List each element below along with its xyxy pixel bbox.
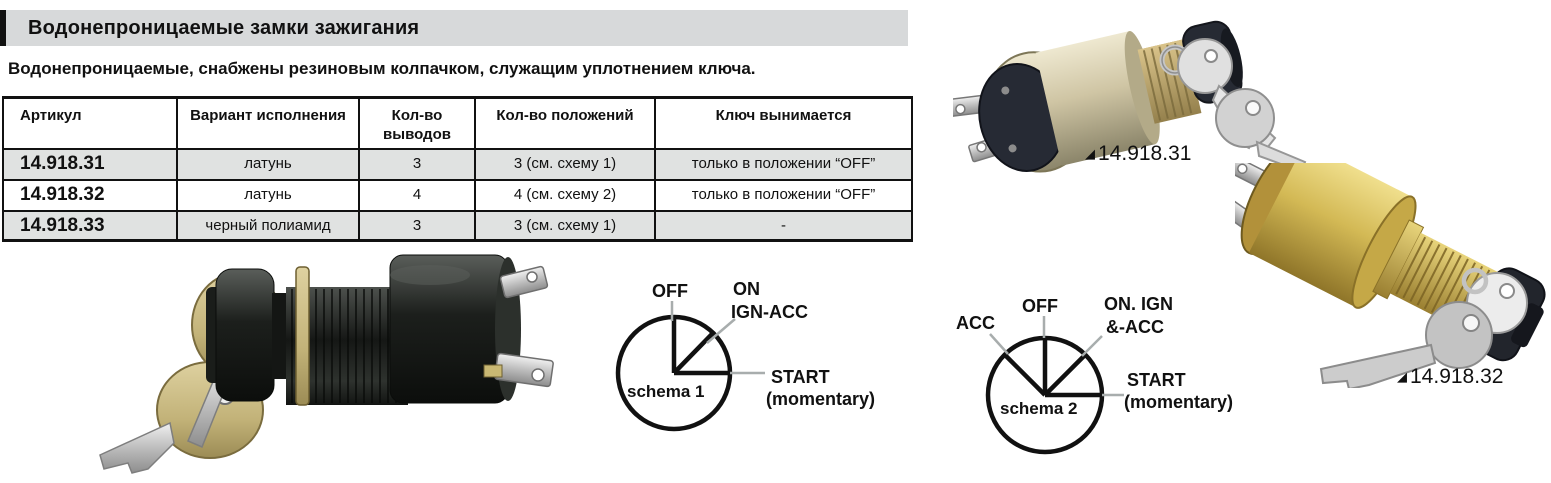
- col-header-variant: Вариант исполнения: [178, 99, 360, 148]
- schema2-caption: schema 2: [1000, 399, 1078, 418]
- cell-article: 14.918.31: [4, 150, 178, 179]
- cell-pins: 4: [360, 181, 476, 210]
- schema1-caption: schema 1: [627, 382, 705, 401]
- table-row: [4, 212, 911, 239]
- table-row: [4, 150, 911, 181]
- schema-2-diagram: [948, 278, 1260, 473]
- schema1-on-label: ON: [733, 279, 760, 299]
- title-bar: [6, 10, 908, 46]
- cell-positions: 3 (см. схему 1): [476, 150, 656, 179]
- product-label-14-918-32: [1397, 365, 1503, 389]
- schema2-on-ign-label: ON. IGN: [1104, 294, 1174, 314]
- col-header-pins: Кол-во выводов: [360, 99, 476, 148]
- cell-variant: латунь: [178, 181, 360, 210]
- product-label-text: 14.918.32: [1410, 365, 1504, 388]
- schema1-ign-acc-label: IGN-ACC: [731, 302, 808, 322]
- product-photo-14-918-33: [70, 245, 590, 480]
- schema-1-diagram: [597, 263, 897, 443]
- col-header-article: Артикул: [4, 99, 178, 148]
- intro-text: Водонепроницаемые, снабжены резиновым колпачком, служащим уплотнением ключа.: [8, 59, 756, 78]
- cell-article: 14.918.33: [4, 212, 178, 239]
- pointer-icon: ◢: [1397, 369, 1407, 384]
- cell-key: только в положении “OFF”: [691, 155, 876, 172]
- schema2-off-label: OFF: [1022, 296, 1058, 316]
- schema1-off-label: OFF: [652, 281, 688, 301]
- col-header-key: Ключ вынимается: [715, 107, 852, 124]
- page-title: Водонепроницаемые замки зажигания: [28, 17, 420, 39]
- schema2-momentary-label: (momentary): [1124, 392, 1234, 412]
- product-label-14-918-31: [1085, 142, 1191, 166]
- table-header-row: [4, 99, 911, 150]
- table-row: [4, 181, 911, 212]
- schema1-momentary-label: (momentary): [766, 389, 876, 409]
- cell-article: 14.918.32: [4, 181, 178, 210]
- schema1-start-label: START: [771, 367, 830, 387]
- cell-key: только в положении “OFF”: [691, 186, 876, 203]
- pointer-icon: ◢: [1085, 146, 1095, 161]
- schema2-acc-label: ACC: [956, 313, 995, 333]
- schema2-acc2-label: &-ACC: [1106, 317, 1164, 337]
- schema2-start-label: START: [1127, 370, 1186, 390]
- cell-positions: 4 (см. схему 2): [476, 181, 656, 210]
- product-label-text: 14.918.31: [1098, 142, 1192, 165]
- col-header-positions: Кол-во положений: [476, 99, 656, 148]
- product-photo-14-918-32: [1235, 163, 1551, 388]
- spec-table: [2, 96, 913, 242]
- cell-variant: черный полиамид: [178, 212, 360, 239]
- switch-body: [206, 255, 554, 405]
- cell-pins: 3: [360, 150, 476, 179]
- schema2-position-lines: [1005, 338, 1102, 395]
- cell-key: -: [781, 217, 786, 234]
- cell-pins: 3: [360, 212, 476, 239]
- cell-positions: 3 (см. схему 1): [476, 212, 656, 239]
- cell-variant: латунь: [178, 150, 360, 179]
